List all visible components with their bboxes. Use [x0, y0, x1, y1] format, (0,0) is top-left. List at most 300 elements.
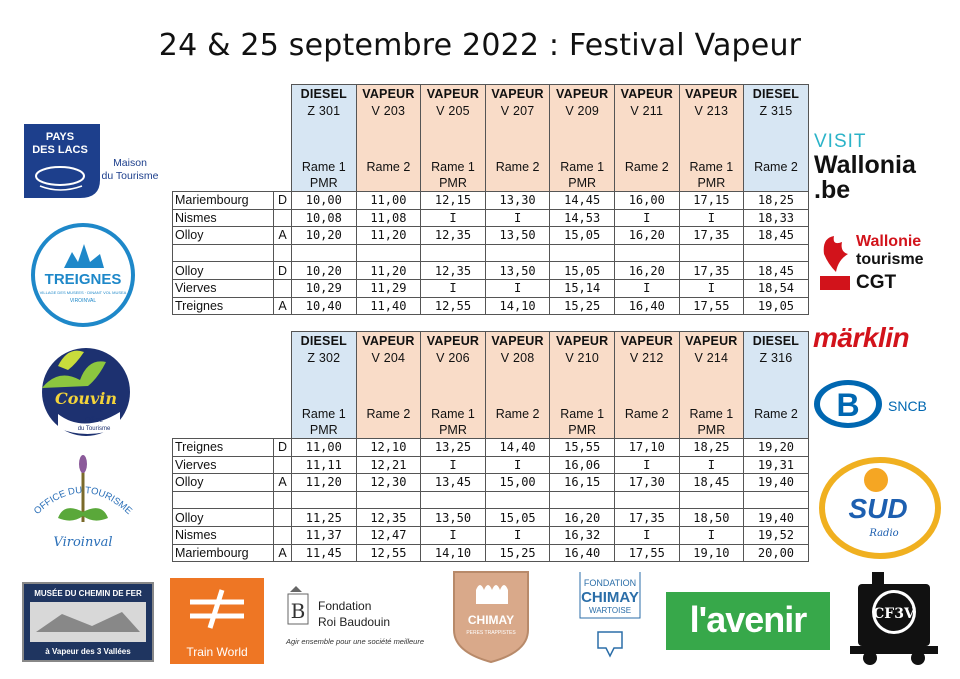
- frb-tag: Agir ensemble pour une société meilleure: [286, 637, 424, 646]
- train-type: VAPEUR: [555, 87, 609, 101]
- pmr-cell: [614, 176, 679, 192]
- time-cell: 17,35: [614, 509, 679, 527]
- sncb-name: SNCB: [888, 398, 927, 414]
- separator-cell: [356, 491, 421, 509]
- separator-cell: [614, 491, 679, 509]
- chimay-name: CHIMAY: [467, 613, 515, 627]
- musee-top: MUSÉE DU CHEMIN DE FER: [34, 589, 142, 598]
- pmr-cell: PMR: [550, 423, 615, 439]
- sud-name: SUD: [848, 493, 908, 524]
- time-cell: 18,50: [679, 509, 744, 527]
- train-header: [614, 332, 679, 423]
- header-spacer: [173, 85, 274, 176]
- couvin-name: Couvin: [54, 389, 118, 408]
- separator-cell: [421, 491, 486, 509]
- train-number: V 205: [436, 104, 470, 118]
- header-spacer: [274, 332, 292, 423]
- train-header: [356, 332, 421, 423]
- train-type: DIESEL: [752, 87, 800, 101]
- pmr-cell: PMR: [421, 423, 486, 439]
- wallonie-tourisme-logo: [818, 232, 948, 296]
- office-tourisme-line: OFFICE DU TOURISME: [31, 484, 135, 517]
- treignes-logo: [30, 222, 136, 328]
- table-row: [173, 509, 809, 527]
- time-cell: 13,30: [485, 192, 550, 210]
- couvin-sub2: du Tourisme: [77, 426, 111, 432]
- train-rame: Rame 2: [754, 406, 798, 421]
- time-cell: 11,45: [292, 544, 357, 562]
- page-title: 24 & 25 septembre 2022 : Festival Vapeur: [158, 28, 802, 63]
- train-header: [292, 85, 357, 176]
- time-cell: 18,33: [744, 209, 809, 227]
- table-row: [173, 474, 809, 492]
- fcw-line3: WARTOISE: [588, 606, 632, 615]
- fcw-line2: CHIMAY: [581, 589, 639, 606]
- frb-line2: Roi Baudouin: [318, 615, 391, 629]
- train-number: V 211: [630, 104, 664, 118]
- train-rame: Rame 2: [624, 406, 669, 421]
- time-cell: 15,55: [550, 439, 615, 457]
- musee-bottom: à Vapeur des 3 Vallées: [45, 647, 131, 656]
- separator-cell: [550, 491, 615, 509]
- time-cell: 17,35: [679, 227, 744, 245]
- train-type: VAPEUR: [426, 87, 480, 101]
- sud-sub: Radio: [869, 528, 899, 539]
- separator-cell: [274, 244, 292, 262]
- time-cell: 11,25: [292, 509, 357, 527]
- time-cell: 13,50: [485, 227, 550, 245]
- time-cell: I: [614, 456, 679, 474]
- office-tourisme-name: Viroinval: [53, 535, 113, 550]
- table-row: [173, 297, 809, 315]
- time-cell: 12,15: [421, 192, 486, 210]
- time-cell: 17,10: [614, 439, 679, 457]
- pmr-spacer: [274, 423, 292, 439]
- time-cell: I: [421, 209, 486, 227]
- train-header: [614, 85, 679, 176]
- pmr-row: [173, 423, 809, 439]
- time-cell: 16,40: [614, 297, 679, 315]
- table-row: [173, 262, 809, 280]
- office-tourisme-viroinval-logo: [24, 452, 142, 560]
- train-rame: Rame 1: [431, 406, 475, 421]
- time-cell: 18,45: [744, 262, 809, 280]
- arrival-departure-mark: D: [274, 439, 292, 457]
- arrival-departure-mark: A: [274, 544, 292, 562]
- time-cell: 10,20: [292, 262, 357, 280]
- train-number: Z 302: [307, 351, 341, 365]
- table-row: [173, 209, 809, 227]
- train-header: [421, 332, 486, 423]
- time-cell: 18,25: [679, 439, 744, 457]
- header-spacer: [274, 85, 292, 176]
- time-cell: I: [614, 209, 679, 227]
- separator-cell: [173, 244, 274, 262]
- time-cell: 18,45: [679, 474, 744, 492]
- train-rame: Rame 2: [624, 159, 669, 174]
- visit-wallonia-visit: VISIT: [814, 131, 867, 152]
- sncb-letter: B: [836, 387, 860, 423]
- table-row: [173, 456, 809, 474]
- time-cell: I: [679, 456, 744, 474]
- train-number: V 213: [694, 104, 729, 118]
- pays-des-lacs-logo: [20, 120, 160, 202]
- time-cell: 11,08: [356, 209, 421, 227]
- cf3v-text: CF3V: [873, 606, 915, 622]
- time-cell: 19,20: [744, 439, 809, 457]
- pmr-cell: PMR: [679, 423, 744, 439]
- time-cell: 11,20: [292, 474, 357, 492]
- station-name: Treignes: [173, 439, 274, 457]
- table-row: [173, 544, 809, 562]
- timetable-1: [172, 84, 809, 315]
- wallonie-line3: CGT: [856, 272, 897, 293]
- time-cell: 13,50: [421, 509, 486, 527]
- station-name: Olloy: [173, 509, 274, 527]
- time-cell: I: [421, 456, 486, 474]
- train-rame: Rame 1: [560, 159, 605, 174]
- time-cell: 16,00: [614, 192, 679, 210]
- separator-cell: [744, 244, 809, 262]
- time-cell: 14,53: [550, 209, 615, 227]
- arrival-departure-mark: [274, 456, 292, 474]
- sud-radio-logo: [818, 456, 942, 560]
- time-cell: 16,20: [550, 509, 615, 527]
- train-rame: Rame 1: [301, 159, 346, 174]
- time-cell: 14,10: [421, 544, 486, 562]
- time-cell: 15,14: [550, 279, 615, 297]
- train-header: [485, 332, 550, 423]
- time-cell: 12,35: [421, 262, 486, 280]
- train-rame: Rame 2: [495, 159, 540, 174]
- train-rame: Rame 1: [431, 159, 475, 174]
- train-type: VAPEUR: [362, 334, 415, 348]
- pmr-cell: [485, 423, 550, 439]
- separator-cell: [550, 244, 615, 262]
- train-world-name: Train World: [186, 645, 248, 659]
- train-number: Z 315: [759, 104, 793, 118]
- time-cell: 11,20: [356, 227, 421, 245]
- pmr-cell: [485, 176, 550, 192]
- time-cell: I: [485, 279, 550, 297]
- train-header: [679, 332, 744, 423]
- train-header-row: [173, 85, 809, 176]
- time-cell: I: [485, 209, 550, 227]
- station-name: Treignes: [173, 297, 274, 315]
- header-spacer: [173, 332, 274, 423]
- time-cell: 16,15: [550, 474, 615, 492]
- pmr-cell: PMR: [292, 176, 357, 192]
- time-cell: 15,00: [485, 474, 550, 492]
- train-header: [292, 332, 357, 423]
- treignes-name: TREIGNES: [44, 271, 122, 288]
- train-number: Z 316: [759, 351, 793, 365]
- station-name: Olloy: [173, 227, 274, 245]
- time-cell: 11,40: [356, 297, 421, 315]
- fondation-chimay-wartoise-logo: [566, 572, 654, 662]
- train-number: V 204: [371, 351, 406, 365]
- wallonie-line1: Wallonie: [856, 233, 922, 250]
- station-name: Nismes: [173, 209, 274, 227]
- pmr-cell: PMR: [550, 176, 615, 192]
- time-cell: 11,37: [292, 526, 357, 544]
- pmr-cell: PMR: [421, 176, 486, 192]
- cf3v-logo: [846, 570, 942, 666]
- time-cell: 18,45: [744, 227, 809, 245]
- wallonie-line2: tourisme: [856, 251, 924, 268]
- time-cell: 19,31: [744, 456, 809, 474]
- pays-des-lacs-line1: PAYS: [45, 131, 75, 143]
- frb-line1: Fondation: [318, 599, 372, 613]
- time-cell: I: [421, 526, 486, 544]
- time-cell: I: [614, 526, 679, 544]
- time-cell: 14,40: [485, 439, 550, 457]
- visit-wallonia-logo: [814, 132, 944, 208]
- separator-row: [173, 491, 809, 509]
- train-rame: Rame 2: [495, 406, 540, 421]
- separator-cell: [744, 491, 809, 509]
- separator-cell: [173, 491, 274, 509]
- table-row: [173, 439, 809, 457]
- time-cell: I: [679, 279, 744, 297]
- separator-cell: [274, 491, 292, 509]
- time-cell: I: [485, 526, 550, 544]
- time-cell: 10,29: [292, 279, 357, 297]
- fcw-line1: FONDATION: [583, 578, 637, 588]
- time-cell: 16,20: [614, 227, 679, 245]
- train-type: VAPEUR: [491, 334, 544, 348]
- arrival-departure-mark: A: [274, 297, 292, 315]
- station-name: Mariembourg: [173, 544, 274, 562]
- time-cell: 12,30: [356, 474, 421, 492]
- separator-row: [173, 244, 809, 262]
- time-cell: 19,52: [744, 526, 809, 544]
- time-cell: 12,10: [356, 439, 421, 457]
- time-cell: 10,08: [292, 209, 357, 227]
- time-cell: 14,45: [550, 192, 615, 210]
- train-type: VAPEUR: [426, 334, 480, 348]
- train-number: V 203: [371, 104, 406, 118]
- pmr-cell: [614, 423, 679, 439]
- pays-des-lacs-line4: du Tourisme: [101, 170, 159, 182]
- pmr-cell: PMR: [679, 176, 744, 192]
- train-type: VAPEUR: [620, 87, 673, 101]
- pmr-spacer: [274, 176, 292, 192]
- timetable-2: [172, 331, 809, 562]
- time-cell: 20,00: [744, 544, 809, 562]
- frb-letter: B: [290, 599, 306, 623]
- table-row: [173, 227, 809, 245]
- time-cell: 14,10: [485, 297, 550, 315]
- treignes-sub: VILLAGE DES MUSEES · DINANT VOL MUSEA: [39, 290, 127, 295]
- time-cell: 10,20: [292, 227, 357, 245]
- pmr-cell: [744, 176, 809, 192]
- time-cell: 18,54: [744, 279, 809, 297]
- marklin-logo: märklin: [813, 322, 910, 353]
- time-cell: 11,00: [356, 192, 421, 210]
- pmr-cell: PMR: [292, 423, 357, 439]
- train-number: V 209: [565, 104, 599, 118]
- station-name: Vierves: [173, 279, 274, 297]
- time-cell: 17,55: [614, 544, 679, 562]
- station-name: Olloy: [173, 262, 274, 280]
- arrival-departure-mark: [274, 526, 292, 544]
- time-cell: 19,40: [744, 509, 809, 527]
- station-name: Mariembourg: [173, 192, 274, 210]
- time-cell: 12,21: [356, 456, 421, 474]
- time-cell: 19,40: [744, 474, 809, 492]
- time-cell: I: [485, 456, 550, 474]
- time-cell: 17,35: [679, 262, 744, 280]
- couvin-logo: [28, 338, 140, 438]
- visit-wallonia-be: .be: [814, 176, 851, 204]
- time-cell: 16,20: [614, 262, 679, 280]
- train-rame: Rame 1: [689, 159, 734, 174]
- train-header: [485, 85, 550, 176]
- station-name: Nismes: [173, 526, 274, 544]
- time-cell: I: [679, 209, 744, 227]
- arrival-departure-mark: [274, 509, 292, 527]
- time-cell: 12,55: [421, 297, 486, 315]
- time-cell: 17,30: [614, 474, 679, 492]
- train-header: [421, 85, 486, 176]
- train-world-logo: [170, 578, 264, 664]
- train-rame: Rame 2: [366, 406, 411, 421]
- couvin-sub1: Office: [84, 417, 104, 424]
- arrival-departure-mark: D: [274, 192, 292, 210]
- train-type: VAPEUR: [555, 334, 609, 348]
- arrival-departure-mark: [274, 209, 292, 227]
- train-header: [356, 85, 421, 176]
- time-cell: 17,55: [679, 297, 744, 315]
- arrival-departure-mark: A: [274, 227, 292, 245]
- time-cell: 10,00: [292, 192, 357, 210]
- separator-cell: [292, 244, 357, 262]
- time-cell: 15,25: [550, 297, 615, 315]
- time-cell: 12,55: [356, 544, 421, 562]
- time-cell: 15,05: [550, 227, 615, 245]
- time-cell: 19,05: [744, 297, 809, 315]
- separator-cell: [679, 244, 744, 262]
- time-cell: 13,25: [421, 439, 486, 457]
- time-cell: I: [421, 279, 486, 297]
- train-type: VAPEUR: [620, 334, 673, 348]
- time-cell: 16,32: [550, 526, 615, 544]
- time-cell: 11,00: [292, 439, 357, 457]
- train-type: DIESEL: [300, 87, 347, 101]
- separator-cell: [614, 244, 679, 262]
- train-header: [679, 85, 744, 176]
- time-cell: 18,25: [744, 192, 809, 210]
- train-number: V 212: [629, 351, 664, 365]
- train-header: [744, 332, 809, 423]
- train-type: VAPEUR: [491, 87, 544, 101]
- separator-cell: [485, 244, 550, 262]
- train-number: V 207: [500, 104, 535, 118]
- pmr-spacer: [173, 176, 274, 192]
- time-cell: 11,29: [356, 279, 421, 297]
- train-type: DIESEL: [752, 334, 800, 348]
- pmr-cell: [356, 423, 421, 439]
- musee-chemin-de-fer-logo: [22, 582, 154, 662]
- time-cell: 15,25: [485, 544, 550, 562]
- time-cell: 15,05: [550, 262, 615, 280]
- train-rame: Rame 2: [366, 159, 411, 174]
- pmr-cell: [744, 423, 809, 439]
- separator-cell: [356, 244, 421, 262]
- treignes-sub2: VIROINVAL: [69, 298, 97, 304]
- pmr-spacer: [173, 423, 274, 439]
- time-cell: 16,06: [550, 456, 615, 474]
- pays-des-lacs-line3: Maison: [113, 157, 147, 169]
- separator-cell: [292, 491, 357, 509]
- table-row: [173, 192, 809, 210]
- train-number: V 210: [565, 351, 599, 365]
- arrival-departure-mark: A: [274, 474, 292, 492]
- train-header: [550, 332, 615, 423]
- time-cell: 13,50: [485, 262, 550, 280]
- train-type: DIESEL: [300, 334, 347, 348]
- train-header-row: [173, 332, 809, 423]
- separator-cell: [485, 491, 550, 509]
- lavenir-logo: l'avenir: [666, 592, 830, 650]
- separator-cell: [679, 491, 744, 509]
- fondation-roi-baudouin-logo: [284, 582, 446, 652]
- time-cell: 12,47: [356, 526, 421, 544]
- time-cell: 12,35: [356, 509, 421, 527]
- arrival-departure-mark: D: [274, 262, 292, 280]
- time-cell: 16,40: [550, 544, 615, 562]
- station-name: Olloy: [173, 474, 274, 492]
- time-cell: 13,45: [421, 474, 486, 492]
- station-name: Vierves: [173, 456, 274, 474]
- train-rame: Rame 1: [560, 406, 605, 421]
- separator-cell: [421, 244, 486, 262]
- train-header: [550, 85, 615, 176]
- table-row: [173, 526, 809, 544]
- train-type: VAPEUR: [362, 87, 415, 101]
- pays-des-lacs-line2: DES LACS: [32, 144, 88, 156]
- time-cell: 19,10: [679, 544, 744, 562]
- pmr-cell: [356, 176, 421, 192]
- visit-wallonia-name: Wallonia: [814, 151, 916, 179]
- time-cell: 11,11: [292, 456, 357, 474]
- train-number: V 214: [694, 351, 729, 365]
- chimay-logo: [450, 566, 532, 666]
- pmr-row: [173, 176, 809, 192]
- time-cell: I: [679, 526, 744, 544]
- sncb-logo: [812, 378, 946, 430]
- time-cell: 17,15: [679, 192, 744, 210]
- train-type: VAPEUR: [685, 334, 738, 348]
- train-type: VAPEUR: [685, 87, 738, 101]
- time-cell: I: [614, 279, 679, 297]
- train-rame: Rame 1: [301, 406, 346, 421]
- train-rame: Rame 1: [689, 406, 734, 421]
- time-cell: 10,40: [292, 297, 357, 315]
- time-cell: 15,05: [485, 509, 550, 527]
- train-number: V 208: [500, 351, 535, 365]
- arrival-departure-mark: [274, 279, 292, 297]
- time-cell: 12,35: [421, 227, 486, 245]
- train-number: V 206: [436, 351, 470, 365]
- train-header: [744, 85, 809, 176]
- train-number: Z 301: [307, 104, 341, 118]
- time-cell: 11,20: [356, 262, 421, 280]
- train-rame: Rame 2: [754, 159, 798, 174]
- table-row: [173, 279, 809, 297]
- chimay-sub: PERES TRAPPISTES: [466, 630, 516, 636]
